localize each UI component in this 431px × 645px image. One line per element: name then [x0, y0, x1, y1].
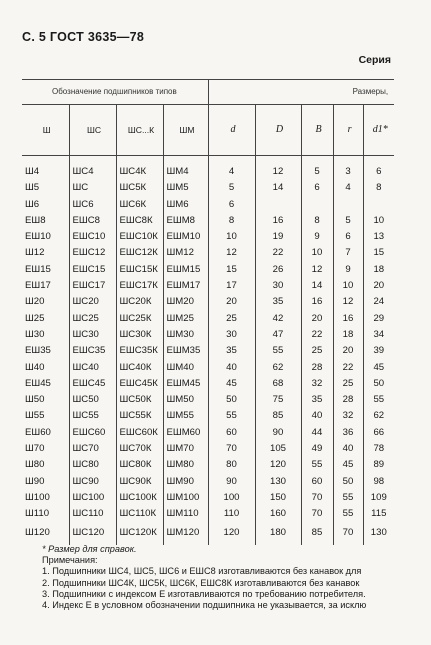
table-cell: 9 — [333, 262, 363, 278]
table-cell: ШМ5 — [163, 180, 208, 196]
table-cell: ШМ55 — [163, 408, 208, 424]
table-cell: ШС80 — [69, 457, 116, 473]
table-cell: 78 — [373, 443, 385, 455]
table-cell: 10 — [373, 214, 385, 226]
table-row — [22, 425, 394, 441]
table-cell: Ш12 — [22, 245, 69, 261]
table-cell: 62 — [373, 410, 385, 422]
table-cell: 28 — [301, 360, 333, 376]
table-cell: Ш110 — [22, 506, 69, 522]
table-cell: 29 — [373, 312, 385, 324]
table-cell: 36 — [333, 425, 363, 441]
col-header-sh: Ш — [22, 105, 69, 156]
col-header-r: r — [333, 105, 363, 156]
table-row — [22, 294, 394, 310]
table-cell: 85 — [255, 408, 301, 424]
table-cell: 34 — [373, 328, 385, 340]
table-cell: ШС50 — [69, 392, 116, 408]
table-cell: 70 — [333, 523, 363, 545]
table-cell: ЕШС12 — [69, 245, 116, 261]
table-cell: ЕШС35К — [116, 343, 163, 359]
table-row — [22, 311, 394, 327]
table-cell: ЕШС10К — [116, 229, 163, 245]
table-cell: 60 — [208, 425, 255, 441]
table-cell: 44 — [301, 425, 333, 441]
table-row — [22, 229, 394, 245]
table-cell — [255, 197, 301, 213]
table-cell: Ш6 — [22, 197, 69, 213]
table-cell — [363, 197, 394, 213]
table-cell: 12 — [333, 294, 363, 310]
note-item: 4. Индекс Е в условном обозначении подшипника не указывается, за исклю — [42, 600, 367, 611]
table-cell: 68 — [255, 376, 301, 392]
table-cell: ШС90К — [116, 474, 163, 490]
table-cell: 55 — [208, 408, 255, 424]
table-cell: ЕШ17 — [22, 278, 69, 294]
table-cell: Ш120 — [22, 523, 69, 545]
table-cell: 66 — [373, 426, 385, 438]
col-header-d: d — [208, 105, 255, 156]
table-cell: 40 — [208, 360, 255, 376]
table-cell: 55 — [373, 394, 385, 406]
table-cell: 6 — [376, 166, 382, 177]
table-cell: 4 — [333, 180, 363, 196]
table-cell: 55 — [255, 343, 301, 359]
table-cell: 18 — [373, 263, 385, 275]
table-cell: 160 — [255, 506, 301, 522]
table-cell: 45 — [333, 457, 363, 473]
table-cell: 40 — [301, 408, 333, 424]
table-cell: ЕШС35 — [69, 343, 116, 359]
table-cell: 20 — [208, 294, 255, 310]
page-header: С. 5 ГОСТ 3635—78 — [22, 30, 145, 44]
table-cell: ШС20К — [116, 294, 163, 310]
table-cell: 18 — [333, 327, 363, 343]
table-cell: ШМ80 — [163, 457, 208, 473]
table-row — [22, 441, 394, 457]
table-cell: 35 — [301, 392, 333, 408]
table-cell: 98 — [373, 475, 385, 487]
table-cell: ШС120 — [69, 523, 116, 545]
table-cell: 24 — [373, 296, 385, 308]
table-cell: ШМ110 — [163, 506, 208, 522]
table-cell: Ш5 — [22, 180, 69, 196]
table-cell: ЕШМ17 — [163, 278, 208, 294]
table-cell: 25 — [208, 311, 255, 327]
table-cell: 22 — [333, 360, 363, 376]
table-cell: 6 — [301, 180, 333, 196]
table-row — [22, 245, 394, 261]
table-row — [22, 392, 394, 408]
table-cell: ШМ6 — [163, 197, 208, 213]
table-cell: ЕШС45К — [116, 376, 163, 392]
table-cell: 22 — [301, 327, 333, 343]
table-cell: 25 — [333, 376, 363, 392]
table-cell: 70 — [208, 441, 255, 457]
table-row — [22, 180, 394, 196]
table-cell: 47 — [255, 327, 301, 343]
table-cell: ЕШМ60 — [163, 425, 208, 441]
series-label: Серия — [358, 54, 391, 66]
table-cell: 60 — [301, 474, 333, 490]
table-cell: 40 — [333, 441, 363, 457]
table-cell: ЕШС8 — [69, 213, 116, 229]
table-cell: 55 — [333, 490, 363, 506]
table-cell: 89 — [373, 459, 385, 471]
table-cell: 85 — [301, 523, 333, 545]
table-cell: ЕШС60 — [69, 425, 116, 441]
table-cell: ШМ12 — [163, 245, 208, 261]
table-cell: 10 — [208, 229, 255, 245]
table-cell: 8 — [208, 213, 255, 229]
table-cell: 80 — [208, 457, 255, 473]
table-cell: ШС — [69, 180, 116, 196]
table-row — [22, 213, 394, 229]
table-cell: ШМ4 — [163, 156, 208, 181]
table-row — [22, 197, 394, 213]
table-cell: 4 — [208, 156, 255, 181]
table-cell: ШС80К — [116, 457, 163, 473]
group-header-designation: Обозначение подшипников типов — [22, 80, 208, 105]
table-cell: 55 — [333, 506, 363, 522]
table-cell: ШС25К — [116, 311, 163, 327]
col-header-D: D — [255, 105, 301, 156]
table-cell: 55 — [301, 457, 333, 473]
table-cell: 10 — [333, 278, 363, 294]
table-cell: ШС55 — [69, 408, 116, 424]
table-cell: 22 — [255, 245, 301, 261]
table-cell: 35 — [208, 343, 255, 359]
table-cell: ШС40К — [116, 360, 163, 376]
col-header-d1: d1* — [363, 105, 394, 156]
table-cell: ШС50К — [116, 392, 163, 408]
table-cell: 70 — [301, 490, 333, 506]
group-header-dimensions: Размеры, — [208, 80, 394, 105]
table-cell: 16 — [301, 294, 333, 310]
table-cell: 49 — [301, 441, 333, 457]
table-row — [22, 156, 394, 181]
table-cell: ШС70К — [116, 441, 163, 457]
table-cell: ЕШС8К — [116, 213, 163, 229]
bearing-table — [22, 79, 394, 545]
table-cell: ШМ70 — [163, 441, 208, 457]
table-cell: 109 — [370, 491, 387, 503]
table-cell: 16 — [255, 213, 301, 229]
table-cell: ЕШС10 — [69, 229, 116, 245]
table-cell: 5 — [208, 180, 255, 196]
table-cell: ШМ50 — [163, 392, 208, 408]
table-cell: Ш80 — [22, 457, 69, 473]
table-cell: 20 — [301, 311, 333, 327]
table-cell: 115 — [371, 508, 387, 520]
table-cell: 19 — [255, 229, 301, 245]
table-row — [22, 376, 394, 392]
table-cell: 120 — [208, 523, 255, 545]
table-cell: Ш4 — [22, 156, 69, 181]
table-cell: 7 — [333, 245, 363, 261]
table-cell: Ш25 — [22, 311, 69, 327]
table-cell: 50 — [373, 377, 385, 389]
table-row — [22, 360, 394, 376]
table-cell: ШМ100 — [163, 490, 208, 506]
table-cell: 20 — [333, 343, 363, 359]
table-cell: 32 — [333, 408, 363, 424]
table-cell: ШС30 — [69, 327, 116, 343]
table-cell: 30 — [255, 278, 301, 294]
table-cell — [333, 197, 363, 213]
table-cell: ШМ30 — [163, 327, 208, 343]
table-cell — [301, 197, 333, 213]
table-cell: 15 — [373, 247, 385, 259]
table-cell: 14 — [301, 278, 333, 294]
table-row — [22, 474, 394, 490]
table-cell: ЕШМ10 — [163, 229, 208, 245]
table-cell: 13 — [373, 231, 385, 243]
table-cell: ШМ90 — [163, 474, 208, 490]
table-cell: ШС100К — [116, 490, 163, 506]
table-cell: ЕШ60 — [22, 425, 69, 441]
table-cell: ШС4К — [116, 156, 163, 181]
table-row — [22, 457, 394, 473]
table-cell: ШМ120 — [163, 523, 208, 545]
table-cell: ЕШ15 — [22, 262, 69, 278]
note-item: 3. Подшипники с индексом Е изготавливаются по требованию потребителя. — [42, 588, 366, 599]
table-cell: 130 — [370, 527, 387, 539]
table-cell: 14 — [255, 180, 301, 196]
table-cell: 30 — [208, 327, 255, 343]
table-cell: ШС70 — [69, 441, 116, 457]
table-cell: 50 — [333, 474, 363, 490]
table-cell: 12 — [301, 262, 333, 278]
table-cell: 150 — [255, 490, 301, 506]
table-cell: 15 — [208, 262, 255, 278]
table-cell: 105 — [255, 441, 301, 457]
table-cell: 32 — [301, 376, 333, 392]
table-cell: Ш30 — [22, 327, 69, 343]
table-cell: ЕШС17 — [69, 278, 116, 294]
notes-title: Примечания: — [42, 555, 98, 566]
table-cell: 12 — [255, 156, 301, 181]
table-cell: 17 — [208, 278, 255, 294]
table-row — [22, 278, 394, 294]
footnote: * Размер для справок. — [42, 544, 137, 554]
table-row — [22, 343, 394, 359]
table-cell: ШС6 — [69, 197, 116, 213]
table-cell: 28 — [333, 392, 363, 408]
table-cell: 100 — [208, 490, 255, 506]
table-cell: ШС4 — [69, 156, 116, 181]
table-cell: 90 — [255, 425, 301, 441]
table-cell: 6 — [208, 197, 255, 213]
table-cell: Ш70 — [22, 441, 69, 457]
table-cell: ШМ25 — [163, 311, 208, 327]
table-cell: ШС20 — [69, 294, 116, 310]
table-cell: Ш50 — [22, 392, 69, 408]
table-cell: ЕШС45 — [69, 376, 116, 392]
table-cell: 62 — [255, 360, 301, 376]
table-cell: 180 — [255, 523, 301, 545]
table-cell: 5 — [301, 156, 333, 181]
table-cell: 45 — [373, 361, 385, 373]
col-header-shm: ШМ — [163, 105, 208, 156]
table-cell: ЕШС17К — [116, 278, 163, 294]
table-cell: 16 — [333, 311, 363, 327]
table-cell: ЕШ8 — [22, 213, 69, 229]
table-cell: ШС40 — [69, 360, 116, 376]
table-cell: ШС25 — [69, 311, 116, 327]
table-cell: 8 — [301, 213, 333, 229]
table-cell: ЕШ10 — [22, 229, 69, 245]
table-cell: ЕШМ8 — [163, 213, 208, 229]
table-cell: ЕШС15 — [69, 262, 116, 278]
table-cell: 39 — [373, 345, 385, 357]
note-item: 2. Подшипники ШС4К, ШС5К, ШС6К, ЕШС8К изготавливаются без канавок — [42, 577, 360, 588]
table-cell: ЕШ45 — [22, 376, 69, 392]
table-cell: 35 — [255, 294, 301, 310]
table-cell: 45 — [208, 376, 255, 392]
table-cell: 10 — [301, 245, 333, 261]
col-header-B: B — [301, 105, 333, 156]
table-cell: ШС120К — [116, 523, 163, 545]
table-cell: 110 — [208, 506, 255, 522]
table-row — [22, 327, 394, 343]
table-cell: ШМ40 — [163, 360, 208, 376]
table-cell: ШМ20 — [163, 294, 208, 310]
table-row — [22, 262, 394, 278]
table-cell: ЕШМ15 — [163, 262, 208, 278]
table-cell: ШС110К — [116, 506, 163, 522]
table-cell: Ш100 — [22, 490, 69, 506]
table-cell: 3 — [333, 156, 363, 181]
table-cell: 50 — [208, 392, 255, 408]
table-cell: 25 — [301, 343, 333, 359]
column-header-row — [22, 105, 394, 156]
col-header-shsk: ШС...К — [116, 105, 163, 156]
table-cell: 12 — [208, 245, 255, 261]
table-cell: Ш90 — [22, 474, 69, 490]
table-cell: ШС110 — [69, 506, 116, 522]
table-cell: 26 — [255, 262, 301, 278]
table-cell: ЕШС60К — [116, 425, 163, 441]
table-cell: ЕШС15К — [116, 262, 163, 278]
table-cell: ЕШС12К — [116, 245, 163, 261]
note-item: 1. Подшипники ШС4, ШС5, ШС6 и ЕШС8 изготавливаются без канавок для — [42, 566, 362, 577]
table-cell: 6 — [333, 229, 363, 245]
table-cell: ШС90 — [69, 474, 116, 490]
table-cell: 42 — [255, 311, 301, 327]
table-cell: Ш40 — [22, 360, 69, 376]
table-cell: ШС55К — [116, 408, 163, 424]
table-cell: 120 — [255, 457, 301, 473]
table-cell: ШС6К — [116, 197, 163, 213]
table-cell: ЕШМ35 — [163, 343, 208, 359]
table-cell: 130 — [255, 474, 301, 490]
table-row — [22, 523, 394, 545]
table-row — [22, 490, 394, 506]
table-cell: ШС30К — [116, 327, 163, 343]
col-header-shs: ШС — [69, 105, 116, 156]
table-cell: 8 — [376, 182, 382, 194]
table-row — [22, 408, 394, 424]
table-cell: 90 — [208, 474, 255, 490]
table-cell: 70 — [301, 506, 333, 522]
table-cell: ЕШМ45 — [163, 376, 208, 392]
table-cell: Ш20 — [22, 294, 69, 310]
table-cell: 9 — [301, 229, 333, 245]
table-cell: Ш55 — [22, 408, 69, 424]
table-row — [22, 506, 394, 522]
table-cell: ШС5К — [116, 180, 163, 196]
table-cell: ШС100 — [69, 490, 116, 506]
notes-block — [42, 544, 412, 611]
table-cell: 5 — [333, 213, 363, 229]
table-cell: 20 — [373, 280, 385, 292]
table-cell: ЕШ35 — [22, 343, 69, 359]
table-cell: 75 — [255, 392, 301, 408]
